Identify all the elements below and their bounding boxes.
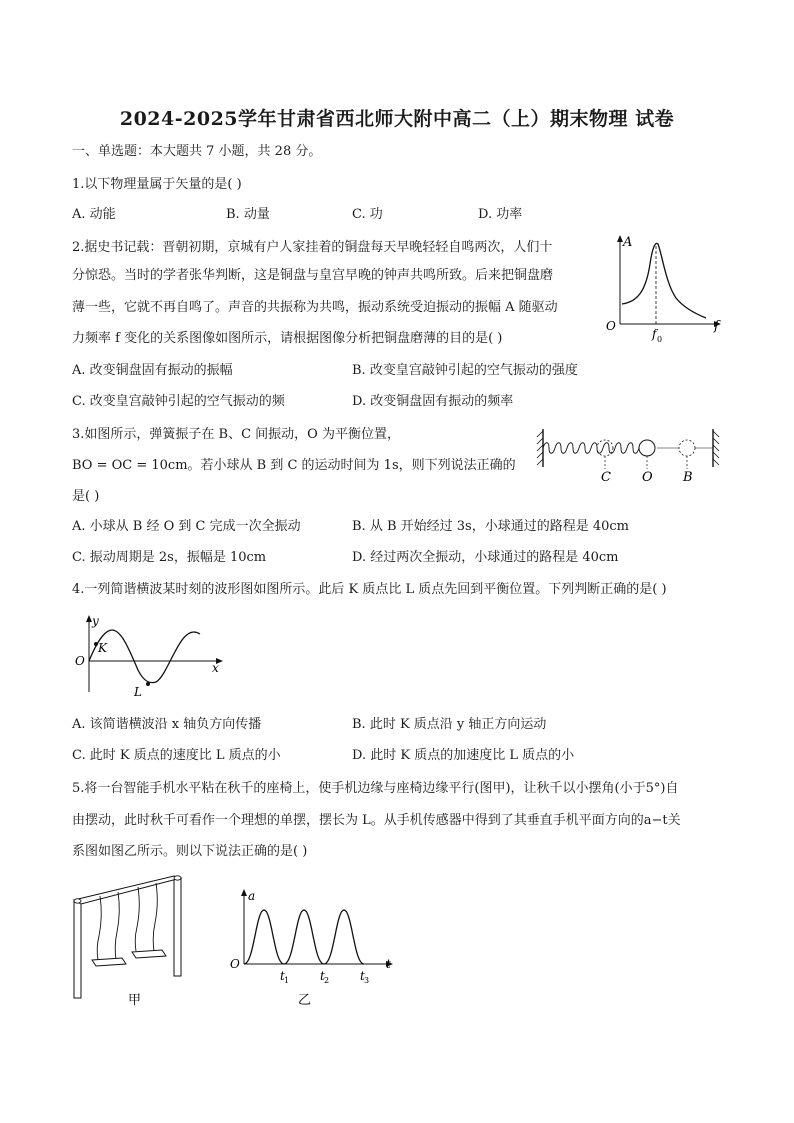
y-label: y xyxy=(92,614,99,628)
swing-top-beam xyxy=(74,876,181,904)
q2-option-c: C. 改变皇宫敲钟引起的空气振动的频 xyxy=(72,394,285,409)
origin-label: O xyxy=(75,654,85,668)
peak-subscript: 0 xyxy=(657,335,663,344)
l-label: L xyxy=(134,685,142,699)
q3-line-2: BO = OC = 10cm。若小球从 B 到 C 的运动时间为 1s，则下列说法正确的 xyxy=(72,458,516,473)
tick-t3: t xyxy=(360,969,365,983)
q2-line-2: 分惊恐。当时的学者张华判断，这是铜盘与皇宫早晚的钟声共鸣所致。后来把铜盘磨 xyxy=(72,268,554,283)
wave-figure xyxy=(72,614,232,700)
section-heading: 一、单选题：本大题共 7 小题，共 28 分。 xyxy=(72,144,322,159)
origin-label: O xyxy=(230,957,240,971)
q2-line-1: 2.据史书记载：晋朝初期，京城有户人家挂着的铜盘每天早晚轻轻自鸣两次，人们十 xyxy=(72,240,553,255)
q4-option-d: D. 此时 K 质点的加速度比 L 质点的小 xyxy=(352,748,575,763)
resonance-curve-figure xyxy=(600,232,730,347)
y-axis-label: A xyxy=(623,235,633,250)
origin-label: O xyxy=(606,319,616,333)
q4-option-b: B. 此时 K 质点沿 y 轴正方向运动 xyxy=(352,717,547,732)
label-o: O xyxy=(642,470,653,485)
point-l xyxy=(146,682,150,686)
swing-figure xyxy=(66,870,190,1006)
tick-t3-sub: 3 xyxy=(364,976,370,985)
spring xyxy=(543,443,645,454)
label-b: B xyxy=(683,470,693,485)
swing-left-post xyxy=(74,900,81,998)
swing-seat-right xyxy=(132,950,166,958)
resonance-curve xyxy=(622,243,706,318)
q3-option-a: A. 小球从 B 经 O 到 C 完成一次全振动 xyxy=(72,519,301,534)
q1-stem: 1.以下物理量属于矢量的是( ) xyxy=(72,177,242,192)
waveform xyxy=(89,630,200,683)
q1-option-b: B. 动量 xyxy=(226,207,270,222)
q2-option-d: D. 改变铜盘固有振动的频率 xyxy=(352,394,514,409)
q3-option-c: C. 振动周期是 2s，振幅是 10cm xyxy=(72,550,267,565)
swing-seat-left xyxy=(92,958,126,966)
q2-option-a: A. 改变铜盘固有振动的振幅 xyxy=(72,363,233,378)
q1-option-c: C. 功 xyxy=(352,207,383,222)
tick-t2-sub: 2 xyxy=(324,976,330,985)
q4-option-a: A. 该简谐横波沿 x 轴负方向传播 xyxy=(72,717,262,732)
q3-line-1: 3.如图所示，弹簧振子在 B、C 间振动，O 为平衡位置， xyxy=(72,427,400,442)
t-label: t xyxy=(386,957,391,971)
q2-line-4: 力频率 f 变化的关系图像如图所示，请根据图像分析把铜盘磨薄的目的是( ) xyxy=(72,331,503,346)
q2-option-b: B. 改变皇宫敲钟引起的空气振动的强度 xyxy=(352,363,578,378)
q1-option-d: D. 功率 xyxy=(478,207,523,222)
ball-at-o xyxy=(639,440,655,456)
acceleration-time-figure xyxy=(226,886,398,1006)
page-title: 2024-2025学年甘肃省西北师大附中高二（上）期末物理 试卷 xyxy=(119,108,675,130)
q2-line-3: 薄一些，它就不再自鸣了。声音的共振称为共鸣，振动系统受迫振动的振幅 A 随驱动 xyxy=(72,300,558,315)
q4-option-c: C. 此时 K 质点的速度比 L 质点的小 xyxy=(72,748,281,763)
q5-line-2: 由摆动，此时秋千可看作一个理想的单摆，摆长为 L。从手机传感器中得到了其垂直手机平面方向的a−t关 xyxy=(72,813,681,828)
tick-t1-sub: 1 xyxy=(284,976,290,985)
x-label: x xyxy=(212,661,219,675)
peak-label: f xyxy=(652,327,657,341)
label-c: C xyxy=(601,470,611,485)
q5-line-1: 5.将一台智能手机水平粘在秋千的座椅上，使手机边缘与座椅边缘平行(图甲)，让秋千以小摆角(小于5°)自 xyxy=(72,781,679,796)
tick-t1: t xyxy=(280,969,285,983)
swing-right-post xyxy=(174,878,181,976)
q3-option-b: B. 从 B 开始经过 3s，小球通过的路程是 40cm xyxy=(352,519,629,534)
caption-jia: 甲 xyxy=(128,993,142,1008)
q5-line-3: 系图如图乙所示。则以下说法正确的是( ) xyxy=(72,844,308,859)
q3-option-d: D. 经过两次全振动，小球通过的路程是 40cm xyxy=(352,550,619,565)
q3-line-3: 是( ) xyxy=(72,489,100,504)
q1-option-a: A. 动能 xyxy=(72,207,116,222)
acceleration-curve xyxy=(244,910,364,964)
a-label: a xyxy=(248,889,256,903)
q4-stem: 4.一列简谐横波某时刻的波形图如图所示。此后 K 质点比 L 质点先回到平衡位置。下列判断正确的是( ) xyxy=(72,582,667,597)
ball-at-b xyxy=(679,440,695,456)
spring-oscillator-figure xyxy=(535,425,727,487)
caption-yi: 乙 xyxy=(298,993,312,1008)
tick-t2: t xyxy=(320,969,325,983)
x-axis-label: f xyxy=(714,319,719,334)
k-label: K xyxy=(98,641,107,655)
